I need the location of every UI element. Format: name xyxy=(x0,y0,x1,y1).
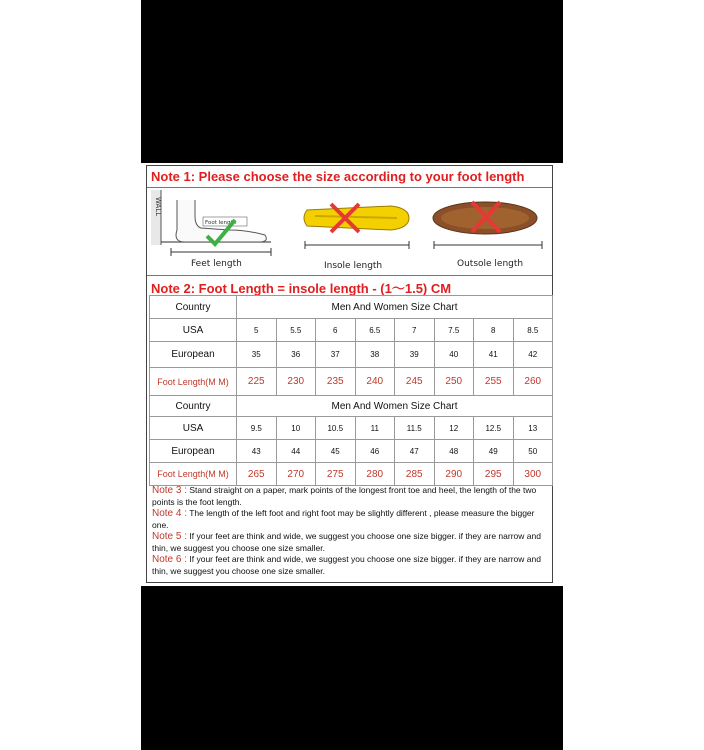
note-label: Note 5 : xyxy=(152,531,188,542)
table-row xyxy=(150,417,553,440)
table-cell: 8 xyxy=(474,319,514,342)
table-cell: 280 xyxy=(355,463,395,486)
row-label: Foot Length(M M) xyxy=(150,463,237,486)
note-text: If your feet are think and wide, we suggest you choose one size bigger. if they are narrow and thin, we suggest you choose one size smaller. xyxy=(152,531,541,553)
table-cell: 50 xyxy=(513,440,553,463)
table-cell: 49 xyxy=(474,440,514,463)
table-cell: 7 xyxy=(395,319,435,342)
note-5 xyxy=(152,531,550,554)
row-label: USA xyxy=(150,319,237,342)
foot-diagram xyxy=(151,190,277,260)
table-row xyxy=(150,463,553,486)
divider xyxy=(147,275,552,276)
caption-outsole-length: Outsole length xyxy=(457,259,524,269)
table-cell: 10.5 xyxy=(316,417,356,440)
outsole-diagram xyxy=(430,200,548,260)
table-cell: 44 xyxy=(276,440,316,463)
header-size-chart: Men And Women Size Chart xyxy=(237,296,553,319)
table-row xyxy=(150,319,553,342)
table-cell: 10 xyxy=(276,417,316,440)
note-3 xyxy=(152,485,550,508)
caption-insole-length: Insole length xyxy=(324,261,383,271)
size-chart-image xyxy=(146,165,553,583)
table-cell: 6 xyxy=(316,319,356,342)
note-text: Stand straight on a paper, mark points of the longest front toe and heel, the length of the two points is the foot length. xyxy=(152,485,537,507)
divider xyxy=(147,187,552,188)
table-cell: 35 xyxy=(237,342,277,368)
table-cell: 275 xyxy=(316,463,356,486)
table-cell: 285 xyxy=(395,463,435,486)
table-cell: 43 xyxy=(237,440,277,463)
note-label: Note 6 : xyxy=(152,554,188,565)
table-cell: 255 xyxy=(474,368,514,396)
table-cell: 6.5 xyxy=(355,319,395,342)
table-row xyxy=(150,440,553,463)
table-cell: 36 xyxy=(276,342,316,368)
table-cell: 42 xyxy=(513,342,553,368)
table-cell: 48 xyxy=(434,440,474,463)
header-size-chart: Men And Women Size Chart xyxy=(237,396,553,417)
table-header-row xyxy=(150,396,553,417)
note-text: If your feet are think and wide, we suggest you choose one size bigger. if they are narrow and thin, we suggest you choose one size smaller. xyxy=(152,554,541,576)
table-cell: 5.5 xyxy=(276,319,316,342)
note-label: Note 4 : xyxy=(152,508,188,519)
table-cell: 295 xyxy=(474,463,514,486)
note-label: Note 3 : xyxy=(152,485,188,496)
table-cell: 270 xyxy=(276,463,316,486)
table-cell: 46 xyxy=(355,440,395,463)
note-6 xyxy=(152,554,550,577)
row-label: European xyxy=(150,440,237,463)
note-1-title: Note 1: Please choose the size according to your foot length xyxy=(151,169,525,184)
table-cell: 300 xyxy=(513,463,553,486)
table-cell: 260 xyxy=(513,368,553,396)
table-cell: 47 xyxy=(395,440,435,463)
note-2-title: Note 2: Foot Length = insole length - (1〜1.5) CM xyxy=(151,281,452,296)
table-cell: 9.5 xyxy=(237,417,277,440)
table-cell: 38 xyxy=(355,342,395,368)
table-cell: 235 xyxy=(316,368,356,396)
table-cell: 5 xyxy=(237,319,277,342)
table-cell: 39 xyxy=(395,342,435,368)
caption-feet-length: Feet length xyxy=(191,259,242,269)
size-table-1 xyxy=(149,295,553,396)
table-cell: 245 xyxy=(395,368,435,396)
table-cell: 240 xyxy=(355,368,395,396)
table-header-row xyxy=(150,296,553,319)
table-row xyxy=(150,342,553,368)
row-label: Foot Length(M M) xyxy=(150,368,237,396)
size-table-2 xyxy=(149,395,553,486)
note-4 xyxy=(152,508,550,531)
row-label: European xyxy=(150,342,237,368)
table-cell: 41 xyxy=(474,342,514,368)
notes-block xyxy=(152,485,550,577)
table-cell: 225 xyxy=(237,368,277,396)
table-cell: 11.5 xyxy=(395,417,435,440)
table-cell: 290 xyxy=(434,463,474,486)
table-cell: 45 xyxy=(316,440,356,463)
top-black-bar xyxy=(141,0,563,163)
foot-length-tag: Foot length xyxy=(205,220,237,226)
table-cell: 13 xyxy=(513,417,553,440)
header-country: Country xyxy=(150,296,237,319)
table-cell: 8.5 xyxy=(513,319,553,342)
table-cell: 40 xyxy=(434,342,474,368)
row-label: USA xyxy=(150,417,237,440)
table-cell: 230 xyxy=(276,368,316,396)
note-text: The length of the left foot and right foot may be slightly different , please measure the bigger one. xyxy=(152,508,535,530)
table-cell: 11 xyxy=(355,417,395,440)
table-row xyxy=(150,368,553,396)
table-cell: 265 xyxy=(237,463,277,486)
table-cell: 37 xyxy=(316,342,356,368)
table-cell: 250 xyxy=(434,368,474,396)
table-cell: 7.5 xyxy=(434,319,474,342)
table-cell: 12.5 xyxy=(474,417,514,440)
table-cell: 12 xyxy=(434,417,474,440)
header-country: Country xyxy=(150,396,237,417)
bottom-black-bar xyxy=(141,586,563,750)
insole-diagram xyxy=(301,200,413,260)
wall-label: WALL xyxy=(154,197,162,217)
